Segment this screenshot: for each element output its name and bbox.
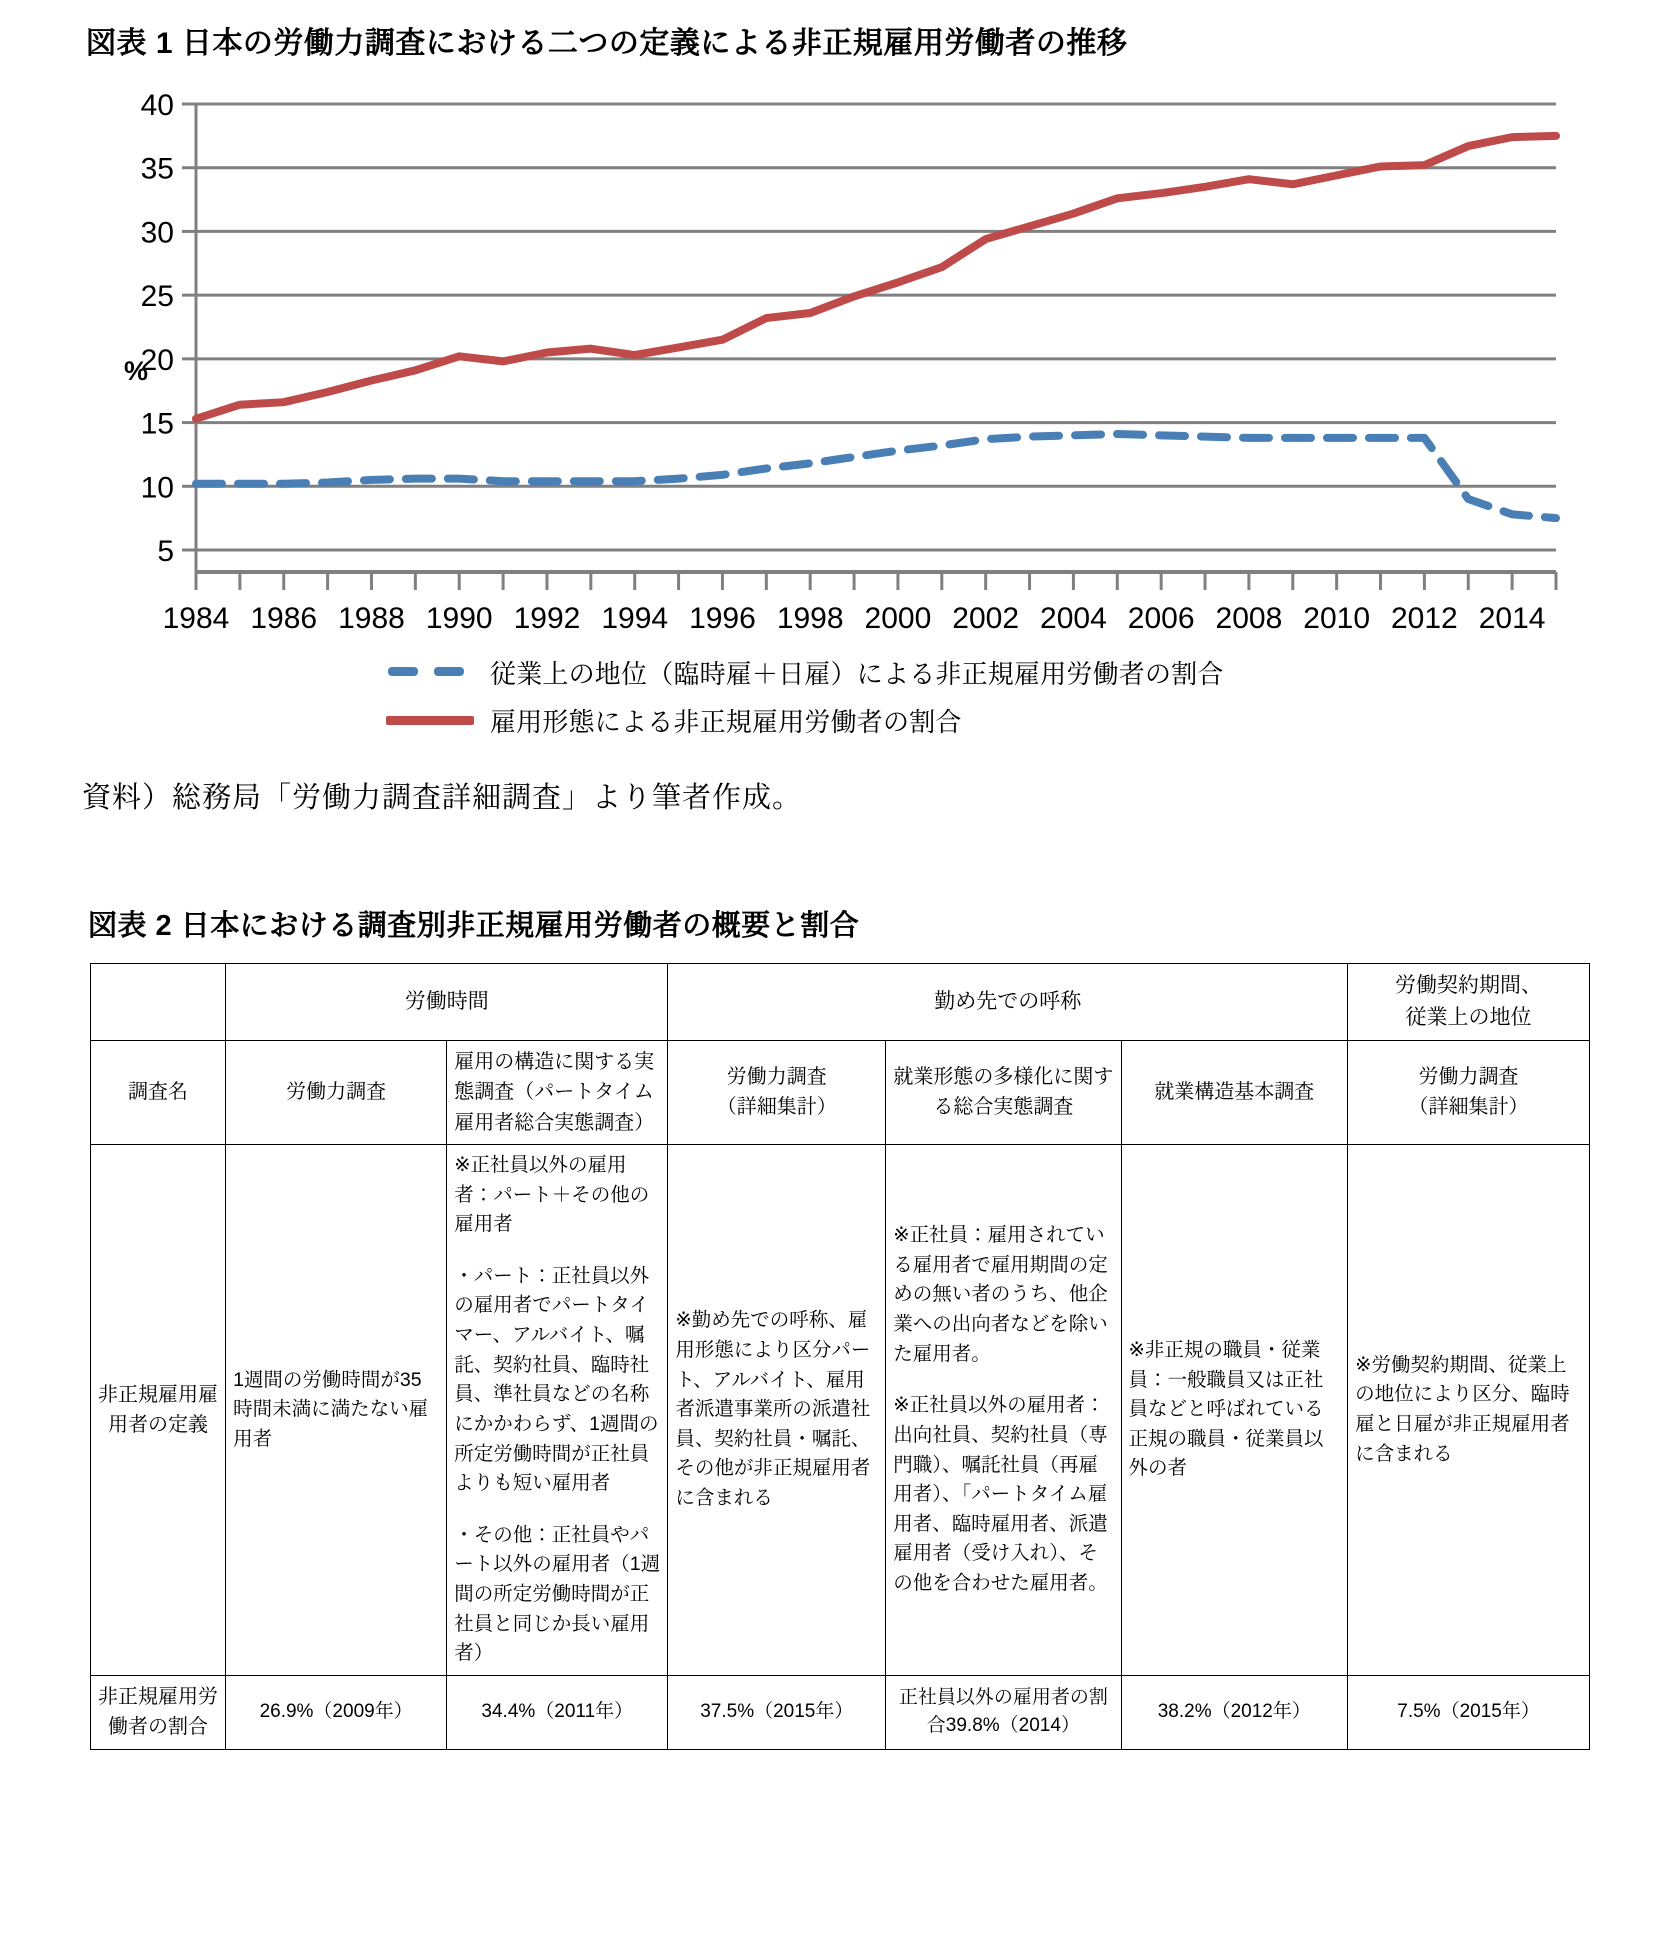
- ratio-cell-1: 26.9%（2009年）: [226, 1675, 447, 1749]
- definition-2-p1: ※正社員以外の雇用者：パート＋その他の雇用者: [454, 1153, 650, 1236]
- row-label-survey-name: 調査名: [91, 1040, 226, 1144]
- chart-x-axis-ticks: [163, 572, 1556, 635]
- definition-1-p1: 1週間の労働時間が35時間未満に満たない雇用者: [233, 1368, 429, 1450]
- definition-cell-3: [668, 1144, 886, 1675]
- line-chart-canvas: [86, 80, 1586, 640]
- survey-name-6-line1: 労働力調査: [1418, 1066, 1519, 1088]
- svg-text:10: 10: [140, 471, 174, 505]
- header-group-working-hours: 労働時間: [226, 964, 668, 1041]
- svg-text:35: 35: [140, 152, 174, 186]
- svg-text:30: 30: [140, 216, 174, 250]
- svg-text:1994: 1994: [601, 602, 669, 635]
- svg-text:40: 40: [140, 89, 174, 122]
- svg-text:2000: 2000: [864, 602, 932, 635]
- table-row-survey-names: [91, 1040, 1590, 1144]
- definition-cell-6: [1348, 1144, 1590, 1675]
- svg-text:1998: 1998: [776, 602, 844, 635]
- definition-2-p2: ・パート：正社員以外の雇用者でパートタイマー、アルバイト、嘱託、契約社員、臨時社員、準社員などの名称にかかわらず、1週間の所定労働時間が正社員よりも短い雇用者: [454, 1264, 659, 1495]
- survey-name-1: 労働力調査: [226, 1040, 447, 1144]
- legend-label-solid: 雇用形態による非正規雇用労働者の割合: [490, 706, 962, 737]
- legend-dashed-line-icon: [386, 667, 474, 677]
- definition-4-p1: ※正社員：雇用されている雇用者で雇用期間の定めの無い者のうち、他企業への出向者などを除いた雇用者。: [893, 1224, 1108, 1365]
- svg-text:1996: 1996: [689, 602, 756, 635]
- survey-name-6: [1348, 1040, 1590, 1144]
- svg-text:2008: 2008: [1215, 602, 1283, 635]
- row-label-ratio: 非正規雇用労働者の割合: [91, 1675, 226, 1749]
- survey-name-5: 就業構造基本調査: [1121, 1040, 1348, 1144]
- table-row-ratios: [91, 1675, 1590, 1749]
- header-group-workplace-title: 勤め先での呼称: [668, 964, 1348, 1041]
- figure1-source-note: 資料）総務局「労働力調査詳細調査」より筆者作成。: [82, 782, 803, 814]
- survey-name-2: 雇用の構造に関する実態調査（パートタイム雇用者総合実態調査）: [447, 1040, 668, 1144]
- definition-cell-4: [886, 1144, 1121, 1675]
- header-group-contract-status-line1: 労働契約期間、: [1395, 974, 1543, 997]
- legend-item-dashed: [86, 648, 1486, 696]
- header-group-contract-status-line2: 従業上の地位: [1405, 1005, 1532, 1029]
- definition-6-p1: ※労働契約期間、従業上の地位により区分、臨時雇と日雇が非正規雇用者に含まれる: [1355, 1353, 1570, 1465]
- definition-3-p1: ※勤め先での呼称、雇用形態により区分パート、アルバイト、雇用者派遣事業所の派遣社員、契約社員・嘱託、その他が非正規雇用者に含まれる: [675, 1309, 871, 1510]
- figure1-legend: [86, 648, 1486, 744]
- svg-text:2002: 2002: [952, 602, 1020, 635]
- row-label-definition: 非正規雇用雇用者の定義: [91, 1144, 226, 1675]
- header-corner-empty: [91, 964, 226, 1041]
- svg-text:2012: 2012: [1391, 602, 1458, 635]
- figure1-title: 図表 1 日本の労働力調査における二つの定義による非正規雇用労働者の推移: [86, 27, 1128, 60]
- chart-y-axis-label: %: [124, 356, 149, 386]
- figure2-table-wrapper: [90, 963, 1590, 1750]
- ratio-cell-2: 34.4%（2011年）: [447, 1675, 668, 1749]
- ratio-cell-6: 7.5%（2015年）: [1348, 1675, 1590, 1749]
- chart-series-lines: [196, 136, 1556, 518]
- figure2-title: 図表 2 日本における調査別非正規雇用労働者の概要と割合: [88, 910, 860, 942]
- table-row-group-headers: [91, 964, 1590, 1041]
- chart-y-axis-ticks: [141, 89, 174, 568]
- definition-4-p2: ※正社員以外の雇用者：出向社員、契約社員（専門職）、嘱託社員（再雇用者）、「パートタイム雇用者、臨時雇用者、派遣雇用者（受け入れ）、その他を合わせた雇用者。: [893, 1394, 1108, 1595]
- svg-text:1986: 1986: [250, 602, 318, 635]
- definition-cell-1: [226, 1144, 447, 1675]
- ratio-cell-4: 正社員以外の雇用者の割合39.8%（2014）: [886, 1675, 1121, 1749]
- svg-text:2014: 2014: [1478, 602, 1546, 635]
- survey-name-4: 就業形態の多様化に関する総合実態調査: [886, 1040, 1121, 1144]
- svg-text:2010: 2010: [1303, 602, 1371, 635]
- svg-text:15: 15: [140, 407, 174, 441]
- header-group-contract-status: [1348, 964, 1590, 1041]
- svg-text:1984: 1984: [162, 602, 230, 635]
- svg-text:1988: 1988: [338, 602, 405, 635]
- survey-name-3: [668, 1040, 886, 1144]
- svg-text:25: 25: [140, 280, 174, 314]
- survey-name-3-line2: （詳細集計）: [716, 1096, 837, 1119]
- definition-cell-5: [1121, 1144, 1348, 1675]
- ratio-cell-3: 37.5%（2015年）: [668, 1675, 886, 1749]
- legend-label-dashed: 従業上の地位（臨時雇＋日雇）による非正規雇用労働者の割合: [490, 658, 1224, 689]
- ratio-cell-5: 38.2%（2012年）: [1121, 1675, 1348, 1749]
- legend-item-solid: [86, 696, 1486, 744]
- survey-name-3-line1: 労働力調査: [726, 1066, 827, 1088]
- definition-2-p3: ・その他：正社員やパート以外の雇用者（1週間の所定労働時間が正社員と同じか長い雇用者）: [454, 1523, 661, 1665]
- definition-cell-2: [447, 1144, 668, 1675]
- svg-text:2004: 2004: [1040, 602, 1107, 635]
- survey-comparison-table: [90, 963, 1590, 1750]
- definition-5-p1: ※非正規の職員・従業員：一般職員又は正社員などと呼ばれている正規の職員・従業員以外の者: [1128, 1338, 1324, 1480]
- svg-text:5: 5: [157, 535, 174, 568]
- survey-name-6-line2: （詳細集計）: [1408, 1096, 1529, 1119]
- table-row-definitions: [91, 1144, 1590, 1675]
- figure1-chart: [86, 80, 1586, 640]
- svg-text:1992: 1992: [513, 602, 581, 635]
- svg-text:2006: 2006: [1127, 602, 1195, 635]
- svg-text:20: 20: [140, 343, 174, 377]
- legend-solid-line-icon: [386, 716, 474, 725]
- svg-text:1990: 1990: [425, 602, 493, 635]
